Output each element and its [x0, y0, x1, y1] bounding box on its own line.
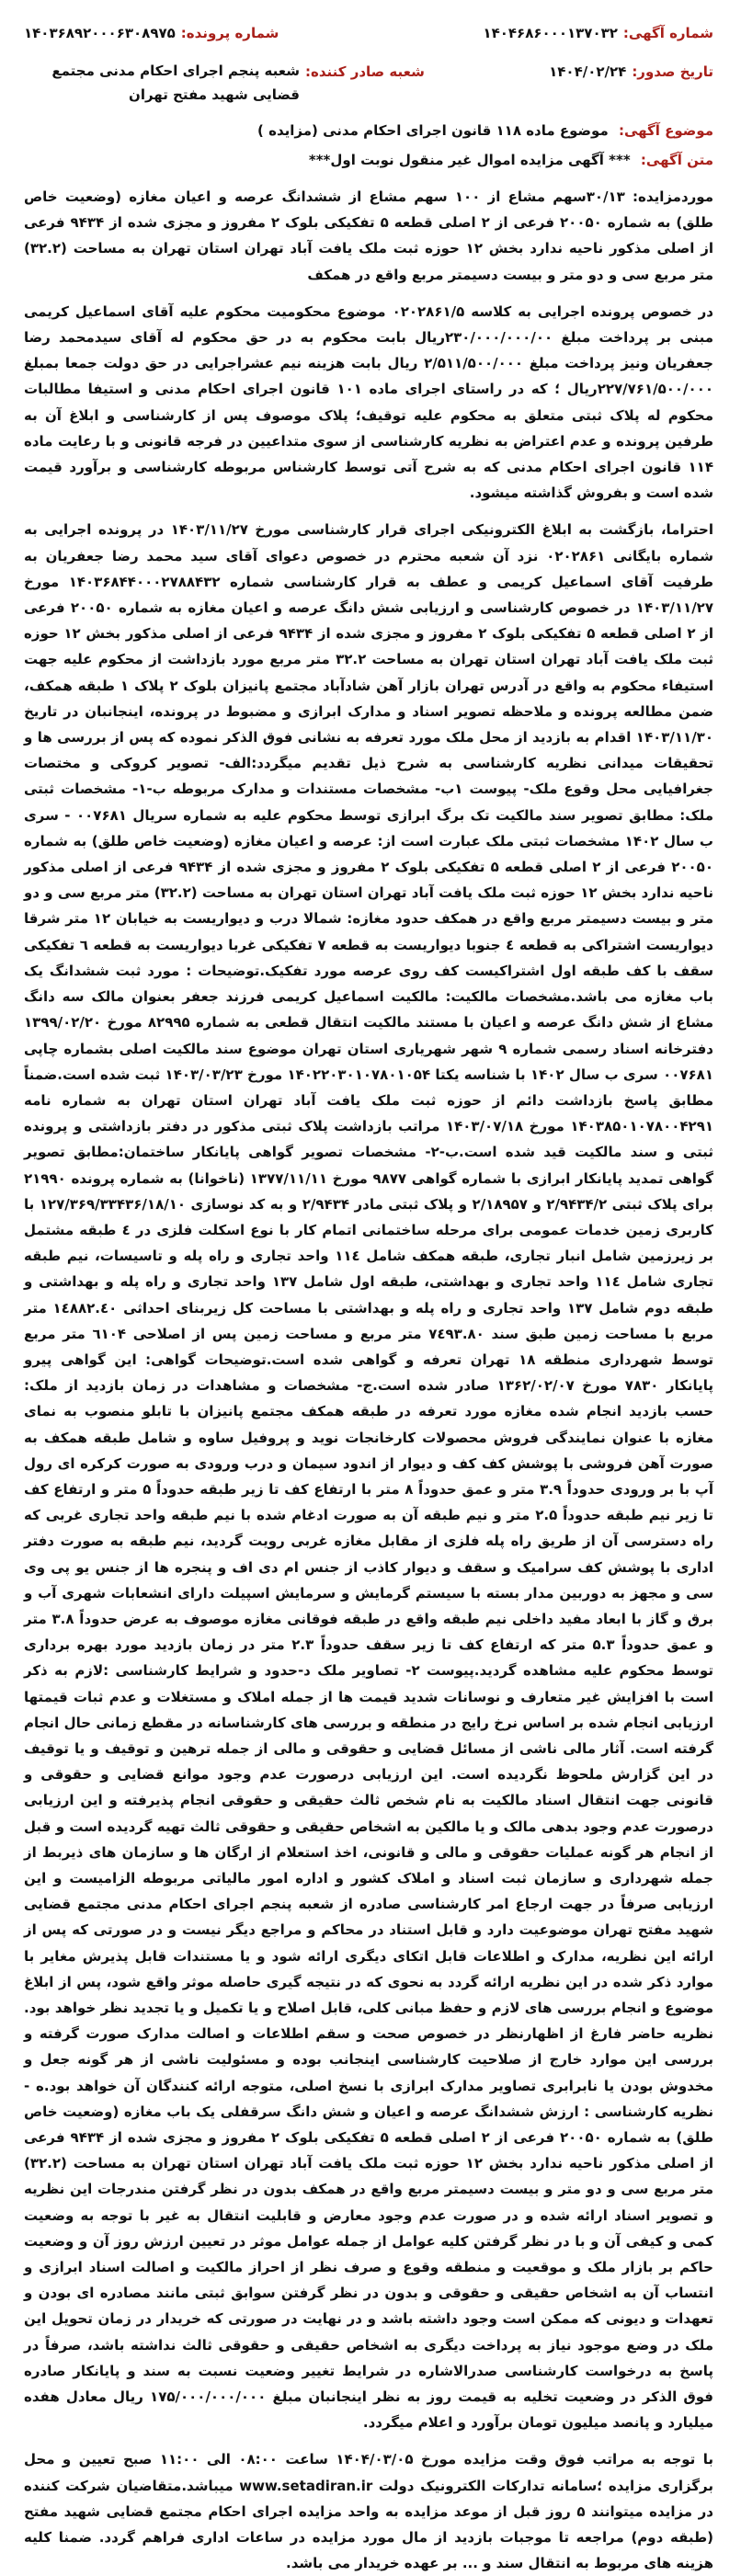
- issuing-branch-label: شعبه صادر کننده:: [305, 63, 425, 80]
- header-row-2: [24, 59, 713, 107]
- notice-subject-value: موضوع ماده ۱۱۸ قانون اجرای احکام مدنی (مزایده ): [257, 122, 609, 139]
- case-number-value: ۱۴۰۳۶۸۹۲۰۰۰۶۳۰۸۹۷۵: [24, 25, 176, 41]
- ad-number-label: شماره آگهی:: [622, 25, 713, 41]
- case-number: [24, 20, 279, 46]
- notice-text-heading: [24, 149, 713, 171]
- issue-date-value: ۱۴۰۴/۰۲/۲۴: [549, 63, 627, 80]
- expert-report-paragraph: احتراما، بازگشت به ابلاغ الکترونیکی اجرای قرار کارشناسی مورخ ۱۴۰۳/۱۱/۲۷ در پرونده اجرایی به شماره بایگانی ۰۲۰۲۸۶۱ نزد آن شعبه محترم در خصوص دعوای آقای سید محمد رضا جعفریان به طرفیت آقای اسماعیل کریمی و عطف به قرار کارشناسی شماره ۱۴۰۳۶۸۴۴۰۰۰۲۷۸۸۴۳۲ مورخ ۱۴۰۳/۱۱/۲۷ در خصوص کارشناسی و ارزیابی شش دانگ عرصه و اعیان مغازه به شماره ۲۰۰۵۰ فرعی از ۲ اصلی قطعه ۵ تفکیکی بلوک ۲ مفروز و مجزی شده از ۹۴۳۴ فرعی از اصلی مذکور بخش ۱۲ حوزه ثبت ملک یافت آباد تهران استان تهران به مساحت ۳۲.۲ متر مربع مورد بازداشت از محکوم علیه جهت استیفاء محکوم به واقع در آدرس تهران بازار آهن شادآباد مجتمع پانیزان بلوک ۲ پلاک ۱ طبقه همکف، ضمن مطالعه پرونده و ملاحظه تصویر اسناد و مدارک ابرازی و مضبوط در پرونده، اینجانبان در تاریخ ۱۴۰۳/۱۱/۳۰ اقدام به بازدید از محل ملک مورد تعرفه به نشانی فوق الذکر نموده که پس از بررسی ها و تحقیقات میدانی نظریه کارشناسی به شرح ذیل تقدیم میگردد:الف- تصویر کروکی و مختصات جغرافیایی محل وقوع ملک- پیوست ۱ب- مشخصات مستندات و مدارک مربوطه ب-۱- مشخصات ثبتی ملک: مطابق تصویر سند مالکیت تک برگ ابرازی توسط محکوم علیه به شماره سریال ۰۰۷۶۸۱ - سری ب سال ۱۴۰۲ مشخصات ثبتی ملک عبارت است از: عرصه و اعیان مغازه (وضعیت خاص طلق) به شماره ۲۰۰۵۰ فرعی از ۲ اصلی قطعه ۵ تفکیکی بلوک ۲ مفروز و مجزی شده از ۹۴۳۴ فرعی از اصلی مذکور ناحیه ندارد بخش ۱۲ حوزه ثبت ملک یافت آباد تهران استان تهران به مساحت (۳۲.۲) متر مربع سی و دو متر و بیست دسیمتر مربع واقع در همکف حدود مغازه: شمالا درب و دیواریست به خیابان ۱۲ متر شرقا دیواریست اشتراکی به قطعه ٤ جنوبا دیواریست به قطعه ۷ تفکیکی غربا دیواریست به قطعه ٦ تفکیکی سقف با کف طبقه اول اشتراکیست کف روی عرصه مورد تفکیک.توضیحات : مورد ثبت ششدانگ یک باب مغازه می باشد.مشخصات مالکیت: مالکیت اسماعیل کریمی فرزند جعفر بعنوان مالک سه دانگ مشاع از شش دانگ عرصه و اعیان با مستند مالکیت انتقال قطعی به شماره ۸۲۹۹۵ مورخ ۱۳۹۹/۰۲/۲۰ دفترخانه اسناد رسمی شماره ۹ شهر شهریاری استان تهران موضوع سند مالکیت اصلی بشماره چاپی ۰۰۷۶۸۱ سری ب سال ۱۴۰۲ با شناسه یکتا ۱۴۰۲۲۰۳۰۱۰۷۸۰۱۰۵۴ مورخ ۱۴۰۳/۰۳/۲۳ ثبت شده است.ضمناً مطابق پاسخ بازداشت دائم از حوزه ثبت ملک یافت آباد تهران استان تهران به شماره نامه ۱۴۰۳۸۵۰۱۰۷۸۰۰۴۲۹۱ مورخ ۱۴۰۳/۰۷/۱۸ مراتب بازداشت پلاک ثبتی مذکور در دفتر بازداشتی و پرونده ثبتی و سند مالکیت قید شده است.ب-۲- مشخصات تصویر گواهی پایانکار ساختمان:مطابق تصویر گواهی تمدید پایانکار ابرازی با شماره گواهی ۹۸۷۷ مورخ ۱۳۷۷/۱۱/۱۱ (ناخوانا) به شماره پرونده ۲۱۹۹۰ برای پلاک ثبتی ۲/۹۴۳۴/۲ و ۲/۱۸۹۵۷ و پلاک ثبتی مادر ۲/۹۴۳۴ و به کد نوسازی ۱۲۷/۳۶۹/۳۳۴۳۶/۱۸/۱۰ با کاربری زمین خدمات عمومی برای مرحله ساختمانی اتمام کار با نوع اسکلت فلزی در ٤ طبقه مشتمل بر زیرزمین شامل انبار تجاری، طبقه همکف شامل ۱۱٤ واحد تجاری و راه پله و تاسیسات، نیم طبقه تجاری شامل ۱۱٤ واحد تجاری و بهداشتی، طبقه اول شامل ۱۳۷ واحد تجاری و راه پله و بهداشتی و طبقه دوم شامل ۱۳۷ واحد تجاری و راه پله و بهداشتی با مساحت کل زیربنای احداثی ۱٤۸۸۲.٤۰ متر مربع با مساحت زمین طبق سند ۷٤۹۳.۸۰ متر مربع و مساحت زمین پس از اصلاحی ٦۱۰۴ متر مربع توسط شهرداری منطقه ۱۸ تهران تعرفه و گواهی شده است.توضیحات گواهی: این گواهی پیرو پایانکار ۷۸۳۰ مورخ ۱۳۶۲/۰۲/۰۷ صادر شده است.ج- مشخصات و مشاهدات در زمان بازدید از ملک: حسب بازدید انجام شده مغازه مورد تعرفه در طبقه همکف مجتمع پانیزان با تابلو منصوب به نمای مغازه با عنوان نمایندگی فروش محصولات کارخانجات نوید و پروفیل ساوه و شامل طبقه همکف به صورت آهن فروشی با پوشش کف کف و دیوار از اندود سیمان و درب ورودی به صورت کرکره ای رول آپ با بر ورودی حدوداً ۳.۹ متر و عمق حدوداً ۸ متر با ارتفاع کف تا زیر طبقه حدوداً ۵ متر و ارتفاع کف تا زیر نیم طبقه حدوداً ۲.۵ متر و نیم طبقه آن به صورت ادغام شده با نیم طبقه واحد تجاری غربی که راه دسترسی آن از طریق راه پله فلزی از مقابل مغازه غربی رویت گردید، نیم طبقه به صورت دفتر اداری با پوشش کف سرامیک و سقف و دیوار کاذب از جنس ام دی اف و پنجره ها از جنس یو پی وی سی و مجهز به دوربین مدار بسته با سیستم گرمایش و سرمایش اسپیلت دارای انشعابات شهری آب و برق و گاز با ابعاد مفید داخلی نیم طبقه واقع در طبقه فوقانی مغازه موصوف به عرض حدوداً ۳.۸ متر و عمق حدوداً ۵.۳ متر که ارتفاع کف تا زیر سقف حدوداً ۲.۳ متر در زمان بازدید مورد بهره برداری توسط محکوم علیه مشاهده گردید.پیوست ۲- تصاویر ملک د-حدود و شرایط کارشناسی :لازم به ذکر است با افزایش غیر متعارف و نوسانات شدید قیمت ها از جمله املاک و مستغلات و عدم ثبات قیمتها ارزیابی انجام شده بر اساس نرخ رایج در منطقه و بررسی های کارشناسانه در مقطع زمانی حال انجام گرفته است. آثار مالی ناشی از مسائل قضایی و حقوقی و مالی از جمله ترهین و توقیف و یا توقیف در این گزارش ملحوظ نگردیده است. این ارزیابی درصورت عدم وجود موانع قضایی و حقوقی و قانونی جهت انتقال اسناد مالکیت به نام شخص ثالث حقیقی و حقوقی انجام پذیرفته و این ارزیابی درصورت عدم وجود بدهی مالک و یا مالکین به اشخاص حقیقی و حقوقی ثالث تهیه گردیده است و قبل از انجام هر گونه عملیات حقوقی و مالی و قانونی، اخذ استعلام از ارگان ها و سازمان های ذیربط از جمله شهرداری و سازمان ثبت اسناد و املاک کشور و اداره امور مالیاتی مربوطه الزامیست و این ارزیابی صرفاً در جهت ارجاع امر کارشناسی صادره از شعبه پنجم اجرای احکام مدنی مجتمع قضایی شهید مفتح تهران موضوعیت دارد و قابل استناد در محاکم و مراجع دیگر نیست و در صورتی که پس از ارائه این نظریه، مدارک و اطلاعات قابل اتکای دیگری ارائه شود و یا مستندات قابل پذیرش مغایر با موارد ذکر شده در این نظریه ارائه گردد به نحوی که در نتیجه گیری حاصله موثر واقع شود، پس از ابلاغ موضوع و انجام بررسی های لازم و حفظ مبانی کلی، قابل اصلاح و یا تکمیل و یا تجدید نظر خواهد بود. نظریه حاضر فارغ از اظهارنظر در خصوص صحت و سقم اطلاعات و اصالت مدارک صورت گرفته و بررسی این موارد خارج از صلاحیت کارشناسی اینجانب بوده و مسئولیت ناشی از هر گونه جعل و مخدوش بودن یا نابرابری تصاویر مدارک ابرازی با نسخ اصلی، متوجه ارائه کنندگان آن خواهد بود.ه - نظریه کارشناسی : ارزش ششدانگ عرصه و اعیان و شش دانگ سرقفلی یک باب مغازه (وضعیت خاص طلق) به شماره ۲۰۰۵۰ فرعی از ۲ اصلی قطعه ۵ تفکیکی بلوک ۲ مفروز و مجزی شده از ۹۴۳۴ فرعی از اصلی مذکور ناحیه ندارد بخش ۱۲ حوزه ثبت ملک یافت آباد تهران استان تهران به مساحت (۳۲.۲) متر مربع سی و دو متر و بیست دسیمتر مربع واقع در همکف بدون در نظر گرفتن مندرجات این نظریه و تصویر اسناد ارائه شده و در صورت عدم وجود معارض و قابلیت انتقال به غیر با توجه به وضعیت کمی و کیفی آن و با در نظر گرفتن کلیه عوامل از جمله عوامل موثر در تعیین ارزش روز آن و وضعیت حاکم بر بازار ملک و موقعیت و منطقه وقوع و صرف نظر از احراز مالکیت و اصالت اسناد ابرازی و انتساب آن به اشخاص حقیقی و حقوقی و بدون در نظر گرفتن سوابق ثبتی مانند مصادره ای بودن و تعهدات و دیونی که ممکن است وجود داشته باشد و در نهایت در صورتی که خریدار در زمان تحویل این ملک در وضع موجود نیاز به پرداخت دیگری به اشخاص حقیقی و حقوقی ثالث نداشته باشد، صرفاً در پاسخ به درخواست کارشناسی صدرالاشاره در شرایط تغییر وضعیت نسبت به سند و پایانکار صادره فوق الذکر در وضعیت تخلیه به قیمت روز به نظر اینجانبان مبلغ ۱۷۵/۰۰۰/۰۰۰/۰۰۰ ریال معادل هفده میلیارد و پانصد میلیون تومان برآورد و اعلام میگردد.: [24, 521, 714, 2432]
- notice-subject-label: موضوع آگهی:: [618, 122, 713, 139]
- issue-date-label: تاریخ صدور:: [632, 63, 713, 80]
- issuing-branch: [24, 59, 425, 107]
- auction-schedule-paragraph: با توجه به مراتب فوق وقت مزایده مورخ ۱۴۰۴/۰۳/۰۵ ساعت ۰۸:۰۰ الی ۱۱:۰۰ صبح تعیین و محل برگزاری مزایده ؛سامانه تدارکات الکترونیک دولت www.setadiran.ir میباشد.متقاضیان شرکت کننده در مزایده میتوانند ۵ روز قبل از موعد مزایده به واحد مزایده اجرای احکام مجتمع قضایی شهید مفتح (طبقه دوم) مراجعه تا موجبات بازدید از مال مورد مزایده در ساعات اداری فراهم گردد. ضمنا کلیه هزینه های مربوط به انتقال سند و ... بر عهده خریدار می باشد.: [24, 2451, 713, 2572]
- case-number-label: شماره پرونده:: [180, 25, 279, 41]
- case-details-paragraph: در خصوص پرونده اجرایی به کلاسه ۰۲۰۲۸۶۱/۵ موضوع محکومیت محکوم علیه آقای اسماعیل کریمی مبنی بر پرداخت مبلغ ۲۳۰/۰۰۰/۰۰۰/۰۰ریال بابت محکوم به در حق محکوم له آقای سیدمحمد رضا جعفریان ونیز پرداخت مبلغ ۲/۵۱۱/۵۰۰/۰۰۰ ریال بابت هزینه نیم عشراجرایی در حق دولت جمعا بمبلغ ۲۲۷/۷۶۱/۵۰۰/۰۰۰ریال ؛ که در راستای اجرای ماده ۱۰۱ قانون اجرای احکام مدنی و استیفا مطالبات محکوم له پلاک ثبتی متعلق به محکوم علیه توقیف؛ پلاک موصوف پس از کارشناسی و ابلاغ آن به طرفین پرونده و عدم اعتراض به نظریه کارشناسی از سوی متداعیین در فرجه قانونی و با رعایت ماده ۱۱۴ قانون اجرای احکام مدنی که به شرح آتی توسط کارشناس مربوطه کارشناسی و برآورد قیمت شده است و بفروش گذاشته میشود.: [24, 302, 714, 502]
- ad-number-value: ۱۴۰۴۶۸۶۰۰۰۱۳۷۰۳۲: [483, 25, 618, 41]
- issuing-branch-value: شعبه پنجم اجرای احکام مدنی مجتمع قضایی شهید مفتح تهران: [51, 63, 300, 103]
- ad-number: [483, 20, 713, 46]
- notice-text-title: *** آگهی مزایده اموال غیر منقول نوبت اول***: [308, 152, 631, 168]
- notice-subject: [24, 120, 713, 142]
- header-row-1: [24, 20, 713, 46]
- notice-text-label: متن آگهی:: [640, 152, 713, 168]
- issue-date: [549, 59, 713, 85]
- auction-item-paragraph: موردمزایده: ۳۰/۱۳سهم مشاع از ۱۰۰ سهم مشاع از ششدانگ عرصه و اعیان مغازه (وضعیت خاص طلق) به شماره ۲۰۰۵۰ فرعی از ۲ اصلی قطعه ۵ تفکیکی بلوک ۲ مفروز و مجزی شده از ۹۴۳۴ فرعی از اصلی مذکور ناحیه ندارد بخش ۱۲ حوزه ثبت ملک یافت آباد تهران استان تهران به مساحت (۳۲.۲) متر مربع سی و دو متر و بیست دسیمتر مربع واقع در همکف: [24, 188, 713, 283]
